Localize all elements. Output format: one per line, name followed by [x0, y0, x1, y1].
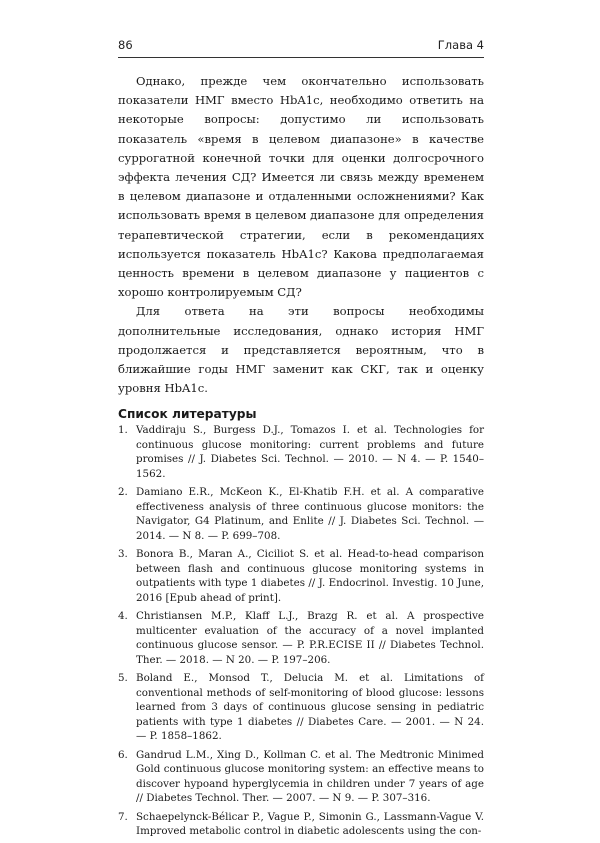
reference-item: [118, 748, 484, 806]
reference-text: Damiano E.R., McKeon K., El-Khatib F.H. et al. A comparative effectiveness analysis of three continuous glucose monitors: the Navigator, G4 Platinum, and Enlite // J. Diabetes Sci. Technol. — 2014. — N 8. — P. 699–708.: [136, 486, 484, 542]
reference-item: [118, 810, 484, 839]
reference-item: [118, 671, 484, 744]
reference-item: [118, 423, 484, 481]
reference-text: Schaepelynck-Bélicar P., Vague P., Simonin G., Lassmann-Vague V. Improved metabolic control in diabetic adolescents using the con-: [136, 810, 484, 838]
reference-number: 3.: [118, 548, 128, 561]
reference-text: Bonora B., Maran A., Ciciliot S. et al. Head-to-head comparison between flash and continuous glucose monitoring systems in outpatients with type 1 diabetes // J. Endocrinol. Investig. 10 June, 2016 [Epub ahead of print].: [136, 548, 484, 604]
reference-item: [118, 547, 484, 605]
reference-number: 4.: [118, 610, 128, 623]
body-paragraph: Однако, прежде чем окончательно использовать показатели НМГ вместо HbA1c, необходимо ответить на некоторые вопросы: допустимо ли использовать показатель «время в целевом диапазоне» в качестве суррогатной конечной точки для оценки долгосрочного эффекта лечения СД? Имеется ли связь между временем в целевом диапазоне и отдаленными осложнениями? Как использовать время в целевом диапазоне для определения терапевтической стратегии, если в рекомендациях используется показатель HbA1c? Какова предполагаемая ценность времени в целевом диапазоне у пациентов с хорошо контролируемым СД?: [118, 74, 484, 300]
reference-text: Boland E., Monsod T., Delucia M. et al. Limitations of conventional methods of self-monitoring of blood glucose: lessons learned from 3 days of continuous glucose sensing in pediatric patients with type 1 diabetes // Diabetes Care. — 2001. — N 24. — P. 1858–1862.: [136, 672, 484, 743]
reference-text: Christiansen M.P., Klaff L.J., Brazg R. et al. A prospective multicenter evaluation of the accuracy of a novel implanted continuous glucose sensor. — P. P.R.ECISE II // Diabetes Technol. Ther. — 2018. — N 20. — P. 197–206.: [136, 610, 484, 666]
reference-item: [118, 609, 484, 667]
running-header: [118, 38, 484, 58]
reference-item: [118, 485, 484, 543]
chapter-title: Глава 4: [437, 38, 484, 52]
references-heading: Список литературы: [118, 407, 257, 422]
reference-number: 1.: [118, 424, 128, 437]
reference-number: 5.: [118, 672, 128, 685]
reference-number: 2.: [118, 486, 128, 499]
header-divider: [118, 57, 484, 58]
body-paragraph: Для ответа на эти вопросы необходимы дополнительные исследования, однако история НМГ продолжается и представляется вероятным, что в ближайшие годы НМГ заменит как СКГ, так и оценку уровня HbA1c.: [118, 304, 484, 396]
reference-text: Gandrud L.M., Xing D., Kollman C. et al. The Medtronic Minimed Gold continuous glucose monitoring system: an effective means to discover hypoand hyperglycemia in children under 7 years of age // Diabetes Technol. Ther. — 2007. — N 9. — P. 307–316.: [136, 748, 484, 805]
reference-text: Vaddiraju S., Burgess D.J., Tomazos I. et al. Technologies for continuous glucose monitoring: current problems and future promises // J. Diabetes Sci. Technol. — 2010. — N 4. — P. 1540–1562.: [136, 424, 484, 480]
page-body: [118, 72, 484, 843]
reference-list: [118, 423, 484, 839]
page-number: 86: [118, 38, 133, 52]
reference-number: 6.: [118, 748, 128, 761]
reference-number: 7.: [118, 810, 128, 823]
